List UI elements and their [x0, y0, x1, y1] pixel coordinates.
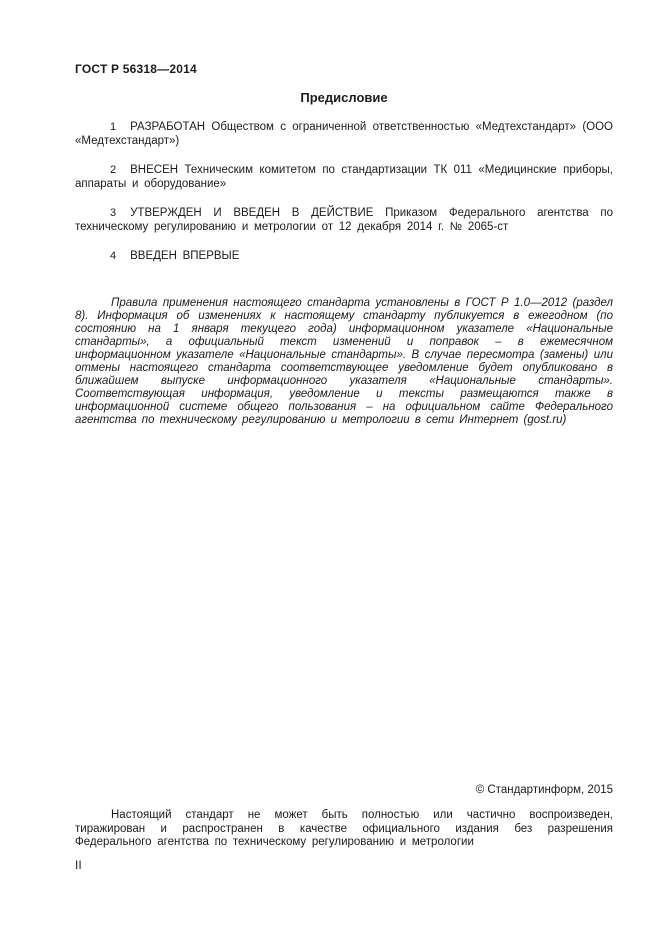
foreword-item-1-number: 1 [110, 121, 117, 133]
document-number: ГОСТ Р 56318—2014 [75, 62, 197, 76]
foreword-section [75, 62, 613, 427]
foreword-item-2-text: ВНЕСЕН Техническим комитетом по стандартизации ТК 011 «Медицинские приборы, аппараты и оборудование» [75, 164, 613, 190]
application-rules-note: Правила применения настоящего стандарта установлены в ГОСТ Р 1.0—2012 (раздел 8). Информация об изменениях к настоящему стандарту публикуется в ежегодном (по состоянию на 1 января текущего года) информационном указателе «Национальные стандарты», а официальный текст изменений и поправок – в ежемесячном информационном указателе «Национальные стандарты». В случае пересмотра (замены) или отмены настоящего стандарта соответствующее уведомление будет опубликовано в ближайшем выпуске информационного указателя «Национальные стандарты». Соответствующая информация, уведомление и тексты размещаются также в информационной системе общего пользования – на официальном сайте Федерального агентства по техническому регулированию и метрологии в сети Интернет (gost.ru) [75, 296, 613, 426]
reproduction-notice: Настоящий стандарт не может быть полностью или частично воспроизведен, тиражирован и распространен в качестве официального издания без разрешения Федерального агентства по техническому регулированию и метрологии [75, 809, 613, 848]
foreword-item-2 [75, 164, 613, 191]
foreword-item-1 [75, 121, 613, 148]
foreword-item-3-text: УТВЕРЖДЕН И ВВЕДЕН В ДЕЙСТВИЕ Приказом Федерального агентства по техническому регулированию и метрологии от 12 декабря 2014 г. № 2065-ст [75, 207, 613, 233]
foreword-item-4 [75, 250, 613, 264]
foreword-item-2-number: 2 [110, 164, 117, 176]
copyright-line: © Стандартинформ, 2015 [475, 784, 613, 796]
page-number: II [75, 858, 82, 872]
foreword-item-4-text: ВВЕДЕН ВПЕРВЫЕ [130, 250, 240, 262]
foreword-item-4-number: 4 [110, 250, 117, 262]
page-title: Предисловие [300, 90, 388, 105]
foreword-item-1-text: РАЗРАБОТАН Обществом с ограниченной ответственностью «Медтехстандарт» (ООО «Медтехстандарт») [75, 121, 613, 147]
foreword-item-3 [75, 207, 613, 234]
foreword-item-3-number: 3 [110, 207, 117, 219]
